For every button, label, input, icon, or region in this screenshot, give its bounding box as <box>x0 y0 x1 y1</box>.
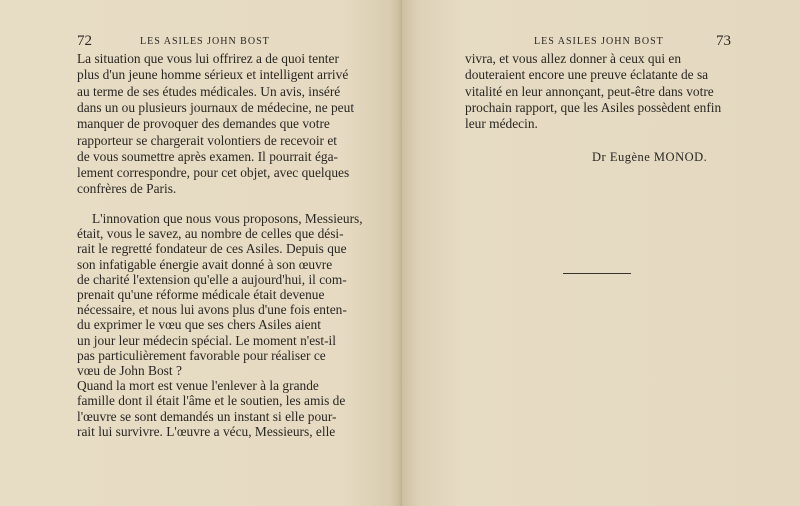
text-line: lement correspondre, pour cet objet, avec quelques <box>77 165 350 181</box>
text-line: pas particulièrement favorable pour réaliser ce <box>77 347 326 363</box>
text-line: prenait qu'une réforme médicale était devenue <box>77 287 325 302</box>
page-number-left: 72 <box>77 33 92 49</box>
text-line: manquer de provoquer des demandes que votre <box>77 116 330 132</box>
text-line: rapporteur se chargerait volontiers de recevoir et <box>77 132 338 148</box>
text-line: Quand la mort est venue l'enlever à la grande <box>77 378 319 394</box>
text-line: confrères de Paris. <box>77 181 177 197</box>
text-line: rait le regretté fondateur de ces Asiles. Depuis que <box>77 241 347 257</box>
text-line: vœu de John Bost ? <box>77 363 182 378</box>
text-line: de charité l'extension qu'elle a aujourd'hui, il com- <box>77 271 347 287</box>
text-line: l'œuvre se sont demandés un instant si elle pour- <box>77 408 337 424</box>
text-line: rait lui survivre. L'œuvre a vécu, Messieurs, elle <box>77 423 336 439</box>
page-number-right: 73 <box>716 33 731 49</box>
text-line: L'innovation que nous vous proposons, Messieurs, <box>92 211 363 226</box>
text-line: nécessaire, et nous lui avons plus d'une fois enten- <box>77 302 347 318</box>
text-line: douteraient encore une preuve éclatante de sa <box>465 67 709 83</box>
running-head-left: LES ASILES JOHN BOST <box>140 36 270 47</box>
text-line: son infatigable énergie avait donné à son œuvre <box>77 256 333 272</box>
text-line: était, vous le savez, au nombre de celles que dési- <box>77 226 344 242</box>
text-line: de vous soumettre après examen. Il pourrait éga- <box>77 148 339 164</box>
text-line: prochain rapport, que les Asiles possèdent enfin <box>465 99 722 115</box>
text-line: leur médecin. <box>465 116 538 132</box>
text-line: plus d'un jeune homme sérieux et intelligent arrivé <box>77 67 349 83</box>
text-line: famille dont il était l'âme et le soutien, les amis de <box>77 393 346 409</box>
text-line: un jour leur médecin spécial. Le moment n'est-il <box>77 332 336 348</box>
right-page <box>402 0 800 506</box>
running-head-right: LES ASILES JOHN BOST <box>534 36 664 47</box>
signature: Dr Eugène MONOD. <box>592 150 708 164</box>
text-line: La situation que vous lui offrirez a de quoi tenter <box>77 51 339 66</box>
closing-rule <box>563 273 631 274</box>
text-line: du exprimer le vœu que ses chers Asiles aient <box>77 317 321 333</box>
text-line: au terme de ses études médicales. Un avis, inséré <box>77 83 341 99</box>
text-line: dans un ou plusieurs journaux de médecine, ne peut <box>77 99 355 115</box>
text-line: vivra, et vous allez donner à ceux qui en <box>465 51 682 66</box>
text-line: vitalité en leur annonçant, peut-être dans votre <box>465 83 714 99</box>
